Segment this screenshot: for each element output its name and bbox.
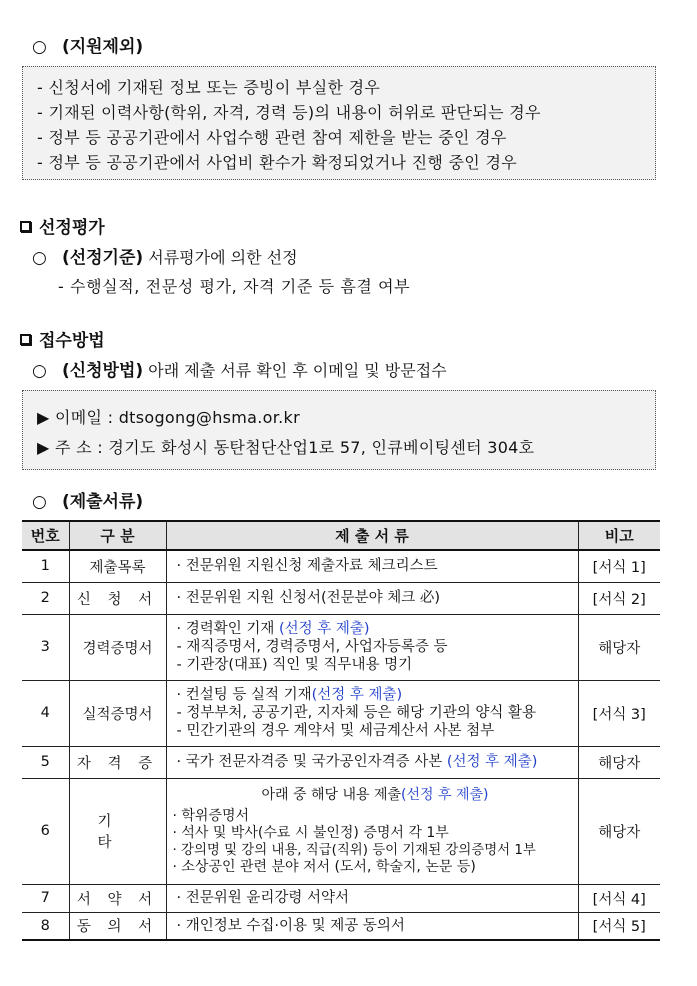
exclusion-item: - 신청서에 기재된 정보 또는 증빙이 부실한 경우 <box>37 78 381 97</box>
documents-bullet: ○ <box>32 492 47 512</box>
col-header-note: 비고 <box>578 521 660 550</box>
row-category: 신 청 서 <box>69 582 166 614</box>
row-number: 4 <box>22 680 69 746</box>
row-note: 해당자 <box>578 614 660 680</box>
row-note: [서식 5] <box>578 912 660 940</box>
documents-title: (제출서류) <box>61 492 144 512</box>
row-category: 제출목록 <box>69 550 166 582</box>
row-number: 1 <box>22 550 69 582</box>
row-number: 5 <box>22 746 69 778</box>
row-note: [서식 1] <box>578 550 660 582</box>
row-note: 해당자 <box>578 746 660 778</box>
row-number: 3 <box>22 614 69 680</box>
checkbox-square-icon <box>20 334 31 345</box>
row-item: · 국가 전문자격증 및 국가공인자격증 사본 <box>176 754 447 770</box>
row-category: 자 격 증 <box>69 746 166 778</box>
exclusion-box <box>22 66 656 180</box>
row-items <box>166 680 578 746</box>
table-row <box>22 550 660 582</box>
criteria-bullet: ○ <box>32 248 47 268</box>
row-items <box>166 912 578 940</box>
table-row <box>22 614 660 680</box>
exclusion-item: - 정부 등 공공기관에서 사업수행 관련 참여 제한을 받는 중인 경우 <box>37 128 507 147</box>
row-item: - 민간기관의 경우 계약서 및 세금계산서 사본 첨부 <box>176 723 495 739</box>
row-number: 6 <box>22 778 69 884</box>
selection-note: (선정 후 제출) <box>278 621 370 637</box>
exclusion-title: (지원제외) <box>61 37 144 57</box>
contact-email[interactable]: ▶ 이메일 : dtsogong@hsma.or.kr <box>37 408 300 427</box>
criteria-heading: (선정기준) <box>61 248 144 268</box>
table-row <box>22 680 660 746</box>
criteria-text: 서류평가에 의한 선정 <box>148 248 298 267</box>
row-item: · 전문위원 지원신청 제출자료 체크리스트 <box>176 558 438 575</box>
criteria-detail: - 수행실적, 전문성 평가, 자격 기준 등 흠결 여부 <box>58 277 411 296</box>
row-item: · 경력확인 기재 <box>176 621 279 637</box>
method-text: 아래 제출 서류 확인 후 이메일 및 방문접수 <box>148 361 447 380</box>
row-item: - 재직증명서, 경력증명서, 사업자등록증 등 <box>176 639 448 655</box>
col-header-category: 구 분 <box>69 521 166 550</box>
row-items <box>166 746 578 778</box>
row-number: 7 <box>22 884 69 912</box>
row-item: · 전문위원 지원 신청서(전문분야 체크 必) <box>176 590 441 606</box>
exclusion-item: - 정부 등 공공기관에서 사업비 환수가 확정되었거나 진행 중인 경우 <box>37 153 517 172</box>
row-note: [서식 4] <box>578 884 660 912</box>
row-item: · 전문위원 윤리강령 서약서 <box>176 890 350 906</box>
row-item: - 정부부처, 공공기관, 지자체 등은 해당 기관의 양식 활용 <box>176 705 536 721</box>
table-row <box>22 912 660 940</box>
row-category: 실적증명서 <box>69 680 166 746</box>
row-category: 서 약 서 <box>69 884 166 912</box>
contact-box <box>22 390 656 470</box>
application-method <box>32 356 447 381</box>
selection-note: (선정 후 제출) <box>401 786 489 803</box>
row-number: 2 <box>22 582 69 614</box>
documents-heading <box>32 487 143 512</box>
row-item: · 강의명 및 강의 내용, 직급(직위) 등이 기재된 강의증명서 1부 <box>172 842 536 858</box>
table-row <box>22 884 660 912</box>
evaluation-criteria <box>32 243 298 268</box>
row-item: - 기관장(대표) 직인 및 직무내용 명기 <box>176 657 413 673</box>
row-category: 경력증명서 <box>69 614 166 680</box>
method-heading: (신청방법) <box>61 361 144 381</box>
table-row <box>22 778 660 884</box>
row-items <box>166 582 578 614</box>
row-note: [서식 3] <box>578 680 660 746</box>
application-section-title: 접수방법 <box>20 326 105 351</box>
evaluation-section-title: 선정평가 <box>20 213 105 238</box>
method-bullet: ○ <box>32 361 47 381</box>
row-item: · 소상공인 관련 분야 저서 (도서, 학술지, 논문 등) <box>172 858 476 875</box>
exclusion-item: - 기재된 이력사항(학위, 자격, 경력 등)의 내용이 허위로 판단되는 경우 <box>37 103 541 122</box>
row-items <box>166 884 578 912</box>
col-header-documents: 제 출 서 류 <box>166 521 578 550</box>
table-row <box>22 746 660 778</box>
row-items <box>166 614 578 680</box>
row-number: 8 <box>22 912 69 940</box>
contact-address: ▶ 주 소 : 경기도 화성시 동탄첨단산업1로 57, 인큐베이팅센터 304호 <box>37 438 535 457</box>
row-item: · 석사 및 박사(수료 시 불인정) 증명서 각 1부 <box>172 824 449 841</box>
row-note: 해당자 <box>578 778 660 884</box>
exclusion-bullet: ○ <box>32 37 47 57</box>
row-item: 아래 중 해당 내용 제출 <box>261 786 402 803</box>
row-items <box>166 550 578 582</box>
row-items <box>166 778 578 884</box>
row-category: 기 타 <box>69 778 166 884</box>
row-category: 동 의 서 <box>69 912 166 940</box>
table-row <box>22 582 660 614</box>
row-item: · 컨설팅 등 실적 기재 <box>176 687 312 703</box>
checkbox-square-icon <box>20 221 31 232</box>
selection-note: (선정 후 제출) <box>311 687 403 703</box>
exclusion-heading <box>32 32 143 57</box>
table-header-row <box>22 521 660 550</box>
row-item: · 개인정보 수집·이용 및 제공 동의서 <box>176 917 405 934</box>
row-item: · 학위증명서 <box>172 807 250 824</box>
col-header-number: 번호 <box>22 521 69 550</box>
documents-table <box>22 520 660 941</box>
row-note: [서식 2] <box>578 582 660 614</box>
selection-note: (선정 후 제출) <box>446 754 538 770</box>
